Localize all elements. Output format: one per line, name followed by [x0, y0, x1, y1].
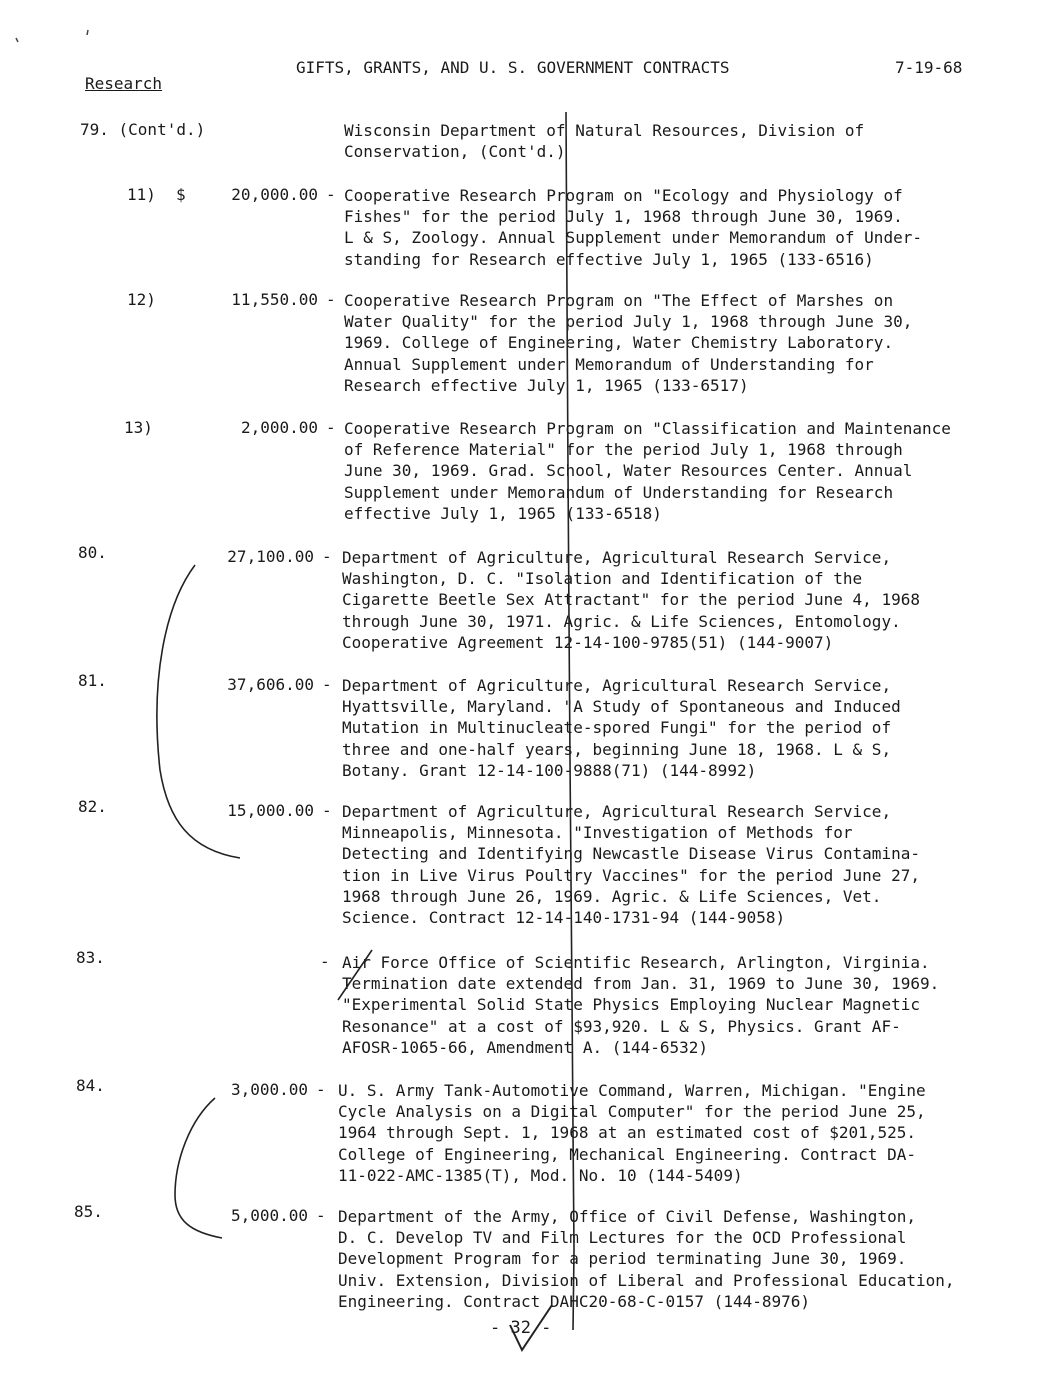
entry-amount: 15,000.00 [227, 801, 314, 820]
entry-line: College of Engineering, Mechanical Engineering. Contract DA- [338, 1144, 916, 1164]
entry-line: Department of the Army, Office of Civil Defense, Washington, [338, 1207, 916, 1226]
entry-line: L & S, Zoology. Annual Supplement under Memorandum of Under- [344, 228, 922, 248]
entry-text [342, 547, 1022, 653]
entry-line: of Reference Material" for the period July 1, 1968 through [344, 440, 903, 460]
entry-line: Department of Agriculture, Agricultural Research Service, [342, 676, 892, 695]
entry-dash: - [322, 675, 332, 694]
page-number: - 32 - [490, 1318, 552, 1338]
entry-line: 1968 through June 26, 1969. Agric. & Life Sciences, Vet. [342, 886, 882, 906]
entry-amount: 3,000.00 [230, 1080, 308, 1099]
entry-amount: 27,100.00 [227, 547, 314, 566]
currency-sign: $ [176, 185, 186, 204]
entry-line: 11-022-AMC-1385(T), Mod. No. 10 (144-5409) [338, 1165, 743, 1185]
entry-line: Cooperative Agreement 12-14-100-9785(51) (144-9007) [342, 632, 834, 652]
entry-line: Fishes" for the period July 1, 1968 through June 30, 1969. [344, 207, 903, 227]
entry-line: Cycle Analysis on a Digital Computer" for the period June 25, [338, 1102, 926, 1122]
entry-line: Air Force Office of Scientific Research, Arlington, Virginia. [342, 953, 930, 972]
entry-line: Science. Contract 12-14-140-1731-94 (144-9058) [342, 908, 786, 928]
entry-line: tion in Live Virus Poultry Vaccines" for the period June 27, [342, 865, 920, 885]
entry-line: Univ. Extension, Division of Liberal and Professional Education, [338, 1270, 955, 1290]
entry-line: D. C. Develop TV and Film Lectures for the OCD Professional [338, 1228, 907, 1248]
entry-dash: - [322, 801, 332, 820]
entry-dash: - [326, 290, 336, 309]
entry-line: standing for Research effective July 1, 1965 (133-6516) [344, 249, 874, 269]
entry-line: Engineering. Contract DAHC20-68-C-0157 (144-8976) [338, 1291, 811, 1311]
entry-text [342, 801, 1022, 928]
entry-dash: - [320, 952, 330, 971]
entry-line: through June 30, 1971. Agric. & Life Sciences, Entomology. [342, 611, 901, 631]
entry-amount: 5,000.00 [230, 1206, 308, 1225]
entry-dash: - [326, 185, 336, 204]
entry-line: Termination date extended from Jan. 31, 1969 to June 30, 1969. [342, 974, 940, 994]
entry-line: AFOSR-1065-66, Amendment A. (144-6532) [342, 1037, 709, 1057]
document-date: 7-19-68 [895, 58, 963, 77]
entry-number: 81. [78, 671, 107, 690]
section-label: Research [85, 74, 163, 93]
entry-number: 11) [127, 185, 156, 204]
entry-text [344, 290, 1024, 396]
entry-amount: 11,550.00 [231, 290, 318, 309]
entry-line: Washington, D. C. "Isolation and Identification of the [342, 569, 863, 589]
entry-line: U. S. Army Tank-Automotive Command, Warren, Michigan. "Engine [338, 1081, 926, 1100]
entry-line: Mutation in Multinucleate-spored Fungi" for the period of [342, 718, 892, 738]
entry-text [342, 952, 1022, 1058]
entry-number: 84. [76, 1076, 105, 1095]
entry-text [338, 1206, 1018, 1312]
entry-line: Cooperative Research Program on "Classification and Maintenance [344, 419, 951, 438]
entry-number: 79. (Cont'd.) [80, 120, 206, 139]
entry-line: 1969. College of Engineering, Water Chemistry Laboratory. [344, 333, 894, 353]
entry-number: 82. [78, 797, 107, 816]
entry-line: Botany. Grant 12-14-100-9888(71) (144-8992) [342, 760, 757, 780]
entry-line: "Experimental Solid State Physics Employing Nuclear Magnetic [342, 995, 920, 1015]
entry-number: 83. [76, 948, 105, 967]
entry-number: 80. [78, 543, 107, 562]
entry-line: Development Program for a period terminating June 30, 1969. [338, 1249, 907, 1269]
entry-line: Supplement under Memorandum of Understanding for Research [344, 482, 894, 502]
entry-line: 1964 through Sept. 1, 1968 at an estimated cost of $201,525. [338, 1123, 916, 1143]
entry-dash: - [326, 418, 336, 437]
entry-number: 13) [124, 418, 153, 437]
entry-line: Minneapolis, Minnesota. "Investigation of Methods for [342, 823, 853, 843]
entry-text [344, 185, 1024, 270]
entry-text [344, 120, 1024, 162]
entry-line: Wisconsin Department of Natural Resources, Division of [344, 121, 865, 140]
entry-line: June 30, 1969. Grad. School, Water Resources Center. Annual [344, 461, 913, 481]
entry-text [344, 418, 1024, 524]
entry-line: Cooperative Research Program on "The Effect of Marshes on [344, 291, 894, 310]
entry-amount: 20,000.00 [231, 185, 318, 204]
entry-dash: - [316, 1206, 326, 1225]
entry-line: effective July 1, 1965 (133-6518) [344, 503, 662, 523]
entry-amount: 37,606.00 [227, 675, 314, 694]
entry-line: Conservation, (Cont'd.) [344, 142, 566, 162]
entry-line: Annual Supplement under Memorandum of Understanding for [344, 354, 874, 374]
entry-line: three and one-half years, beginning June 18, 1968. L & S, [342, 739, 892, 759]
entry-line: Cooperative Research Program on "Ecology and Physiology of [344, 186, 903, 205]
entry-line: Hyattsville, Maryland. "A Study of Spontaneous and Induced [342, 697, 901, 717]
entry-line: Detecting and Identifying Newcastle Disease Virus Contamina- [342, 844, 920, 864]
entry-line: Department of Agriculture, Agricultural Research Service, [342, 548, 892, 567]
entry-line: Resonance" at a cost of $93,920. L & S, Physics. Grant AF- [342, 1016, 901, 1036]
entry-line: Cigarette Beetle Sex Attractant" for the period June 4, 1968 [342, 590, 920, 610]
entry-number: 12) [127, 290, 156, 309]
entry-text [342, 675, 1022, 781]
page-title: GIFTS, GRANTS, AND U. S. GOVERNMENT CONTRACTS [296, 58, 730, 77]
entry-line: Research effective July 1, 1965 (133-6517) [344, 375, 749, 395]
entry-number: 85. [74, 1202, 103, 1221]
entry-dash: - [322, 547, 332, 566]
entry-dash: - [316, 1080, 326, 1099]
entry-text [338, 1080, 1018, 1186]
entry-line: Water Quality" for the period July 1, 1968 through June 30, [344, 312, 913, 332]
entry-line: Department of Agriculture, Agricultural Research Service, [342, 802, 892, 821]
stray-mark [16, 38, 18, 42]
stray-mark [87, 30, 88, 35]
entry-amount: 2,000.00 [240, 418, 318, 437]
